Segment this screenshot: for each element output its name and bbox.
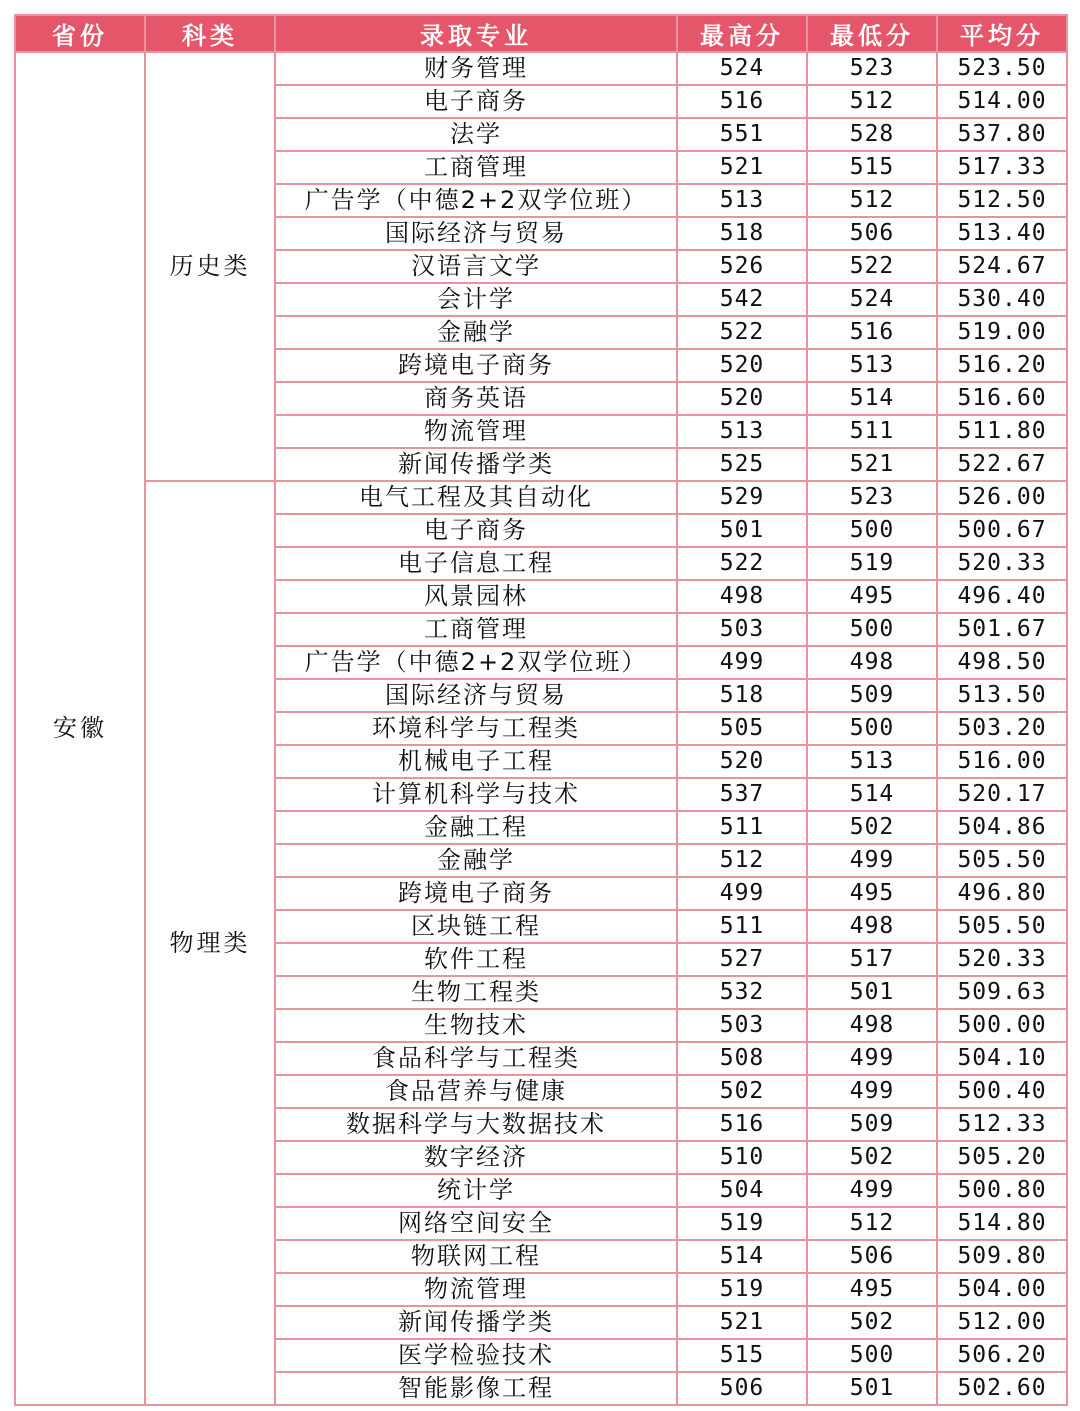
min-score-cell: 513 [807, 745, 937, 778]
max-score-cell: 508 [677, 1042, 807, 1075]
max-score-cell: 516 [677, 85, 807, 118]
max-score-cell: 511 [677, 811, 807, 844]
avg-score-cell: 500.80 [937, 1174, 1067, 1207]
major-name-cell: 广告学（中德2+2双学位班） [275, 184, 677, 217]
max-score-cell: 551 [677, 118, 807, 151]
max-score-cell: 514 [677, 1240, 807, 1273]
min-score-cell: 523 [807, 52, 937, 85]
avg-score-cell: 505.50 [937, 910, 1067, 943]
avg-score-cell: 530.40 [937, 283, 1067, 316]
max-score-cell: 503 [677, 1009, 807, 1042]
min-score-cell: 512 [807, 85, 937, 118]
max-score-cell: 502 [677, 1075, 807, 1108]
min-score-cell: 495 [807, 877, 937, 910]
major-name-cell: 环境科学与工程类 [275, 712, 677, 745]
min-score-cell: 524 [807, 283, 937, 316]
max-score-cell: 516 [677, 1108, 807, 1141]
major-name-cell: 会计学 [275, 283, 677, 316]
major-name-cell: 电子商务 [275, 85, 677, 118]
max-score-cell: 525 [677, 448, 807, 481]
avg-score-cell: 514.80 [937, 1207, 1067, 1240]
major-name-cell: 新闻传播学类 [275, 448, 677, 481]
min-score-cell: 501 [807, 976, 937, 1009]
major-name-cell: 数字经济 [275, 1141, 677, 1174]
max-score-cell: 511 [677, 910, 807, 943]
avg-score-cell: 505.20 [937, 1141, 1067, 1174]
avg-score-cell: 519.00 [937, 316, 1067, 349]
major-name-cell: 工商管理 [275, 613, 677, 646]
min-score-cell: 513 [807, 349, 937, 382]
min-score-cell: 511 [807, 415, 937, 448]
major-name-cell: 生物技术 [275, 1009, 677, 1042]
max-score-cell: 505 [677, 712, 807, 745]
max-score-cell: 522 [677, 316, 807, 349]
major-name-cell: 电气工程及其自动化 [275, 481, 677, 514]
avg-score-cell: 514.00 [937, 85, 1067, 118]
major-name-cell: 区块链工程 [275, 910, 677, 943]
major-name-cell: 金融学 [275, 844, 677, 877]
min-score-cell: 512 [807, 1207, 937, 1240]
avg-score-cell: 526.00 [937, 481, 1067, 514]
min-score-cell: 498 [807, 646, 937, 679]
min-score-cell: 498 [807, 910, 937, 943]
header-min-score: 最低分 [807, 15, 937, 52]
min-score-cell: 498 [807, 1009, 937, 1042]
min-score-cell: 500 [807, 1339, 937, 1372]
max-score-cell: 519 [677, 1207, 807, 1240]
major-name-cell: 计算机科学与技术 [275, 778, 677, 811]
avg-score-cell: 500.67 [937, 514, 1067, 547]
major-name-cell: 新闻传播学类 [275, 1306, 677, 1339]
header-province: 省份 [15, 15, 145, 52]
avg-score-cell: 504.86 [937, 811, 1067, 844]
category-cell: 历史类 [145, 52, 275, 481]
category-cell: 物理类 [145, 481, 275, 1405]
avg-score-cell: 496.80 [937, 877, 1067, 910]
header-max-score: 最高分 [677, 15, 807, 52]
avg-score-cell: 513.40 [937, 217, 1067, 250]
major-name-cell: 国际经济与贸易 [275, 679, 677, 712]
min-score-cell: 499 [807, 1174, 937, 1207]
max-score-cell: 520 [677, 349, 807, 382]
min-score-cell: 522 [807, 250, 937, 283]
major-name-cell: 财务管理 [275, 52, 677, 85]
min-score-cell: 502 [807, 811, 937, 844]
max-score-cell: 542 [677, 283, 807, 316]
min-score-cell: 502 [807, 1306, 937, 1339]
min-score-cell: 528 [807, 118, 937, 151]
header-major: 录取专业 [275, 15, 677, 52]
min-score-cell: 495 [807, 1273, 937, 1306]
avg-score-cell: 509.63 [937, 976, 1067, 1009]
max-score-cell: 527 [677, 943, 807, 976]
table-row [15, 481, 1067, 514]
max-score-cell: 512 [677, 844, 807, 877]
min-score-cell: 521 [807, 448, 937, 481]
min-score-cell: 509 [807, 679, 937, 712]
major-name-cell: 网络空间安全 [275, 1207, 677, 1240]
max-score-cell: 521 [677, 151, 807, 184]
max-score-cell: 520 [677, 382, 807, 415]
max-score-cell: 520 [677, 745, 807, 778]
avg-score-cell: 513.50 [937, 679, 1067, 712]
max-score-cell: 498 [677, 580, 807, 613]
header-avg-score: 平均分 [937, 15, 1067, 52]
major-name-cell: 机械电子工程 [275, 745, 677, 778]
max-score-cell: 526 [677, 250, 807, 283]
max-score-cell: 513 [677, 184, 807, 217]
max-score-cell: 529 [677, 481, 807, 514]
min-score-cell: 502 [807, 1141, 937, 1174]
max-score-cell: 524 [677, 52, 807, 85]
table-header [15, 15, 1067, 52]
max-score-cell: 510 [677, 1141, 807, 1174]
avg-score-cell: 496.40 [937, 580, 1067, 613]
min-score-cell: 509 [807, 1108, 937, 1141]
avg-score-cell: 504.10 [937, 1042, 1067, 1075]
min-score-cell: 519 [807, 547, 937, 580]
major-name-cell: 物联网工程 [275, 1240, 677, 1273]
max-score-cell: 521 [677, 1306, 807, 1339]
avg-score-cell: 516.60 [937, 382, 1067, 415]
min-score-cell: 514 [807, 778, 937, 811]
avg-score-cell: 509.80 [937, 1240, 1067, 1273]
major-name-cell: 电子信息工程 [275, 547, 677, 580]
province-cell: 安徽 [15, 52, 145, 1405]
min-score-cell: 523 [807, 481, 937, 514]
max-score-cell: 537 [677, 778, 807, 811]
max-score-cell: 522 [677, 547, 807, 580]
max-score-cell: 501 [677, 514, 807, 547]
avg-score-cell: 524.67 [937, 250, 1067, 283]
min-score-cell: 499 [807, 844, 937, 877]
avg-score-cell: 500.40 [937, 1075, 1067, 1108]
max-score-cell: 515 [677, 1339, 807, 1372]
min-score-cell: 495 [807, 580, 937, 613]
min-score-cell: 500 [807, 514, 937, 547]
major-name-cell: 软件工程 [275, 943, 677, 976]
avg-score-cell: 512.50 [937, 184, 1067, 217]
min-score-cell: 499 [807, 1075, 937, 1108]
max-score-cell: 503 [677, 613, 807, 646]
major-name-cell: 跨境电子商务 [275, 877, 677, 910]
major-name-cell: 统计学 [275, 1174, 677, 1207]
avg-score-cell: 520.33 [937, 943, 1067, 976]
major-name-cell: 数据科学与大数据技术 [275, 1108, 677, 1141]
table-row [15, 52, 1067, 85]
min-score-cell: 499 [807, 1042, 937, 1075]
max-score-cell: 499 [677, 877, 807, 910]
major-name-cell: 工商管理 [275, 151, 677, 184]
major-name-cell: 食品科学与工程类 [275, 1042, 677, 1075]
avg-score-cell: 523.50 [937, 52, 1067, 85]
avg-score-cell: 520.17 [937, 778, 1067, 811]
max-score-cell: 499 [677, 646, 807, 679]
min-score-cell: 506 [807, 217, 937, 250]
avg-score-cell: 506.20 [937, 1339, 1067, 1372]
major-name-cell: 汉语言文学 [275, 250, 677, 283]
major-name-cell: 国际经济与贸易 [275, 217, 677, 250]
avg-score-cell: 501.67 [937, 613, 1067, 646]
min-score-cell: 506 [807, 1240, 937, 1273]
admission-score-table [14, 14, 1068, 1406]
avg-score-cell: 505.50 [937, 844, 1067, 877]
header-row [15, 15, 1067, 52]
min-score-cell: 512 [807, 184, 937, 217]
min-score-cell: 516 [807, 316, 937, 349]
major-name-cell: 医学检验技术 [275, 1339, 677, 1372]
avg-score-cell: 498.50 [937, 646, 1067, 679]
major-name-cell: 金融学 [275, 316, 677, 349]
min-score-cell: 501 [807, 1372, 937, 1405]
max-score-cell: 513 [677, 415, 807, 448]
max-score-cell: 532 [677, 976, 807, 1009]
min-score-cell: 515 [807, 151, 937, 184]
major-name-cell: 跨境电子商务 [275, 349, 677, 382]
avg-score-cell: 512.00 [937, 1306, 1067, 1339]
major-name-cell: 电子商务 [275, 514, 677, 547]
max-score-cell: 519 [677, 1273, 807, 1306]
avg-score-cell: 516.20 [937, 349, 1067, 382]
major-name-cell: 法学 [275, 118, 677, 151]
major-name-cell: 生物工程类 [275, 976, 677, 1009]
avg-score-cell: 500.00 [937, 1009, 1067, 1042]
avg-score-cell: 502.60 [937, 1372, 1067, 1405]
major-name-cell: 物流管理 [275, 415, 677, 448]
min-score-cell: 514 [807, 382, 937, 415]
avg-score-cell: 512.33 [937, 1108, 1067, 1141]
avg-score-cell: 503.20 [937, 712, 1067, 745]
major-name-cell: 风景园林 [275, 580, 677, 613]
avg-score-cell: 511.80 [937, 415, 1067, 448]
avg-score-cell: 504.00 [937, 1273, 1067, 1306]
avg-score-cell: 517.33 [937, 151, 1067, 184]
major-name-cell: 食品营养与健康 [275, 1075, 677, 1108]
major-name-cell: 物流管理 [275, 1273, 677, 1306]
header-category: 科类 [145, 15, 275, 52]
max-score-cell: 504 [677, 1174, 807, 1207]
min-score-cell: 500 [807, 613, 937, 646]
major-name-cell: 商务英语 [275, 382, 677, 415]
min-score-cell: 517 [807, 943, 937, 976]
major-name-cell: 金融工程 [275, 811, 677, 844]
max-score-cell: 518 [677, 679, 807, 712]
avg-score-cell: 516.00 [937, 745, 1067, 778]
avg-score-cell: 537.80 [937, 118, 1067, 151]
min-score-cell: 500 [807, 712, 937, 745]
major-name-cell: 广告学（中德2+2双学位班） [275, 646, 677, 679]
max-score-cell: 518 [677, 217, 807, 250]
avg-score-cell: 520.33 [937, 547, 1067, 580]
avg-score-cell: 522.67 [937, 448, 1067, 481]
max-score-cell: 506 [677, 1372, 807, 1405]
table-body [15, 52, 1067, 1405]
major-name-cell: 智能影像工程 [275, 1372, 677, 1405]
